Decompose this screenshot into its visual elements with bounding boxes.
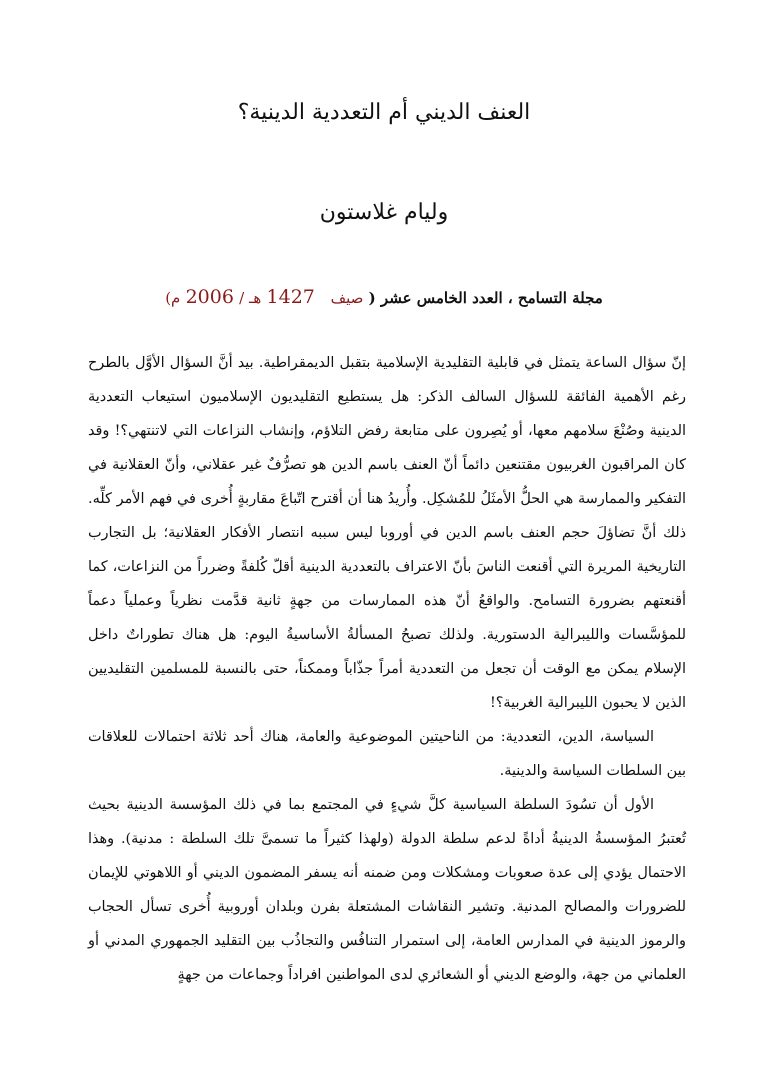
paragraph: إنّ سؤال الساعة يتمثل في قابلية التقليدية الإسلامية بتقبل الديمقراطية. بيد أنَّ السؤال الأوَّل بالطرح رغم الأهمية الفائقة للسؤال السالف الذكر: هل يستطيع التقليديون الإسلاميون استيعاب التعددية الدينية وصُنْعَ سلامهم معها، أو يُصِرون على متابعة رفض التلاؤم، وإنشاب النزاعات التي لاتنتهي؟! وقد كان المراقبون الغربيون مقتنعين دائماً أنّ العنف باسم الدين هو تصرُّفٌ غير عقلاني، وأنّ العقلانية في التفكير والممارسة هي الحلُّ الأمثَلُ للمُشكِل. وأُريدُ هنا أن أقترح اتّباعَ مقاربةٍ أُخرى في فهم الأمر كلِّه. ذلك أنَّ تضاؤلَ حجم العنف باسم الدين في أوروبا ليس سببه انتصار الأفكار العقلانية؛ بل التجارب التاريخية المريرة التي أقنعت الناسَ بأنّ الاعتراف بالتعددية الدينية أقلّ كُلفةً وضرراً من النزاعات، كما أقنعتهم بضرورة التسامح. والواقعُ أنّ هذه الممارسات من جهةٍ ثانية قدَّمت نظرياً وعملياً دعماً للمؤسَّسات والليبرالية الدستورية. ولذلك تصبحُ المسألةُ الأساسيةُ اليوم: هل هناك تطوراتٌ داخل الإسلام يمكن مع الوقت أن تجعل من التعددية أمراً جذّاباً وممكناً، حتى بالنسبة للمسلمين التقليديين الذين لا يحبون الليبرالية الغربية؟!	[88, 355, 686, 711]
hijri-year: 1427	[266, 286, 315, 308]
season-label: صيف	[330, 289, 364, 307]
paragraph: الأول أن تسُودَ السلطة السياسية كلَّ شيءٍ في المجتمع بما في ذلك المؤسسة الدينية بحيث تُعتبرُ المؤسسةُ الدينيةُ أداةً لدعم سلطة الدولة (ولهذا كثيراً ما تسمىَّ تلك السلطة : مدنية). وهذا الاحتمال يؤدي إلى عدة صعوبات ومشكلات ومن ضمنه أنه يسفر المضمون الديني أو اللاهوتي للإيمان للضرورات والمصالح المدنية. وتشير النقاشات المشتعلة بفرن وبلدان أوروبية أُخرى تسأل الحجاب والرموز الدينية في المدارس العامة، إلى استمرار التنافُس والتجاذُب بين التقليد الجمهوري المدني أو العلماني من جهة، والوضع الديني أو الشعائري لدى المواطنين افراداً وجماعات من جهةٍ	[88, 797, 686, 983]
paragraph: السياسة، الدين، التعددية: من الناحيتين الموضوعية والعامة، هناك أحد ثلاثة احتمالات للعلاقات بين السلطات السياسة والدينية.	[88, 729, 686, 779]
gregorian-year: 2006	[185, 286, 234, 308]
journal-name: مجلة التسامح ، العدد الخامس عشر (	[368, 289, 603, 307]
article-title: العنف الديني أم التعددية الدينية؟	[237, 100, 531, 125]
author-name: وليام غلاستون	[319, 200, 449, 225]
hijri-suffix: هـ /	[239, 289, 262, 307]
gregorian-suffix: م)	[165, 289, 181, 307]
article-body	[88, 346, 686, 992]
source-line	[100, 286, 668, 308]
